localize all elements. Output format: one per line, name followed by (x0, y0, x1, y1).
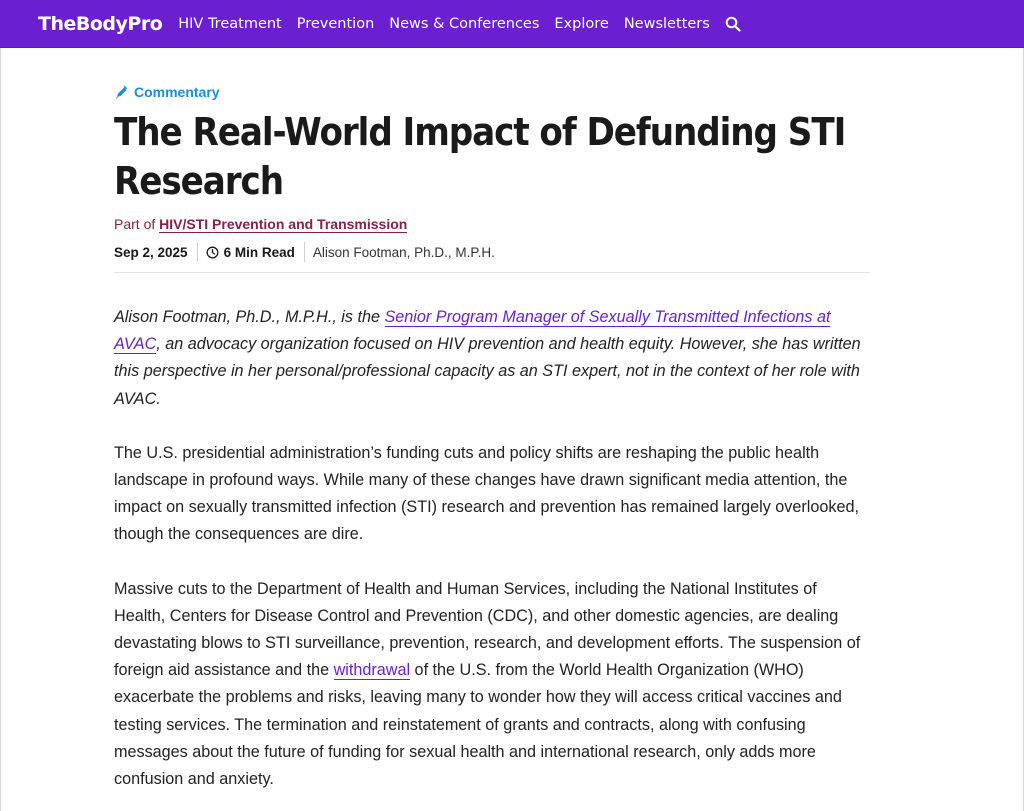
paragraph-2-end: of the U.S. from the World Health Organization (WHO) exacerbate the problems and risks, leaving many to wonder how they will access critical vaccines and testing services. The termination and reinstatement of grants and contracts, along with confusing messages about the future of funding for sexual health and international research, only adds more confusion and anxiety. (114, 661, 842, 789)
category-link[interactable] (114, 82, 870, 102)
nav-prevention[interactable]: Prevention (296, 15, 375, 32)
author-role-link[interactable]: Senior Program Manager of Sexually Transmitted Infections at AVAC (114, 308, 831, 354)
series-prefix: Part of (114, 216, 156, 232)
article-title: The Real-World Impact of Defunding STI Research (114, 110, 846, 203)
site-logo[interactable]: TheBodyPro (38, 12, 163, 35)
nav-explore[interactable]: Explore (554, 15, 609, 32)
category-label: Commentary (134, 84, 220, 100)
paragraph-2 (114, 576, 870, 794)
withdrawal-link[interactable]: withdrawal (333, 661, 411, 680)
paragraph-2-start: Massive cuts to the Department of Health and Human Services, including the National Institutes of Health, Centers for Disease Control and Prevention (CDC), and other domestic agencies, are dealing devastating blows to STI surveillance, prevention, research, and development efforts. The suspension of foreign aid assistance and the (114, 579, 861, 680)
paragraph-1: The U.S. presidential administration’s funding cuts and policy shifts are reshaping the public health landscape in profound ways. While many of these changes have drawn significant media attention, the impact on sexually transmitted infection (STI) research and prevention has remained largely overlooked, though the consequences are dire. (114, 443, 859, 544)
intro-text-start: Alison Footman, Ph.D., M.P.H., is the (114, 308, 385, 326)
nav-hiv-treatment[interactable]: HIV Treatment (178, 15, 282, 32)
author-intro (114, 304, 870, 413)
meta-divider (304, 242, 305, 262)
series-link[interactable]: HIV/STI Prevention and Transmission (159, 216, 408, 232)
pencil-icon (114, 85, 129, 100)
publish-date: Sep 2, 2025 (114, 244, 188, 260)
top-navigation (0, 0, 1024, 48)
intro-text-end: , an advocacy organization focused on HIV prevention and health equity. However, she has written this perspective in her personal/professional capacity as an STI expert, not in the context of her role with AVAC. (114, 335, 861, 408)
author-name: Alison Footman, Ph.D., M.P.H. (312, 244, 495, 260)
read-time-label: 6 Min Read (223, 244, 295, 260)
series-line (114, 214, 870, 234)
search-icon[interactable] (725, 16, 741, 32)
article (114, 82, 870, 793)
meta-divider (197, 242, 198, 262)
nav-newsletters[interactable]: Newsletters (623, 15, 710, 32)
read-time (206, 245, 304, 260)
article-meta (114, 239, 870, 265)
clock-icon (206, 246, 219, 259)
meta-divider-rule (114, 272, 870, 273)
nav-news-conferences[interactable]: News & Conferences (389, 15, 540, 32)
